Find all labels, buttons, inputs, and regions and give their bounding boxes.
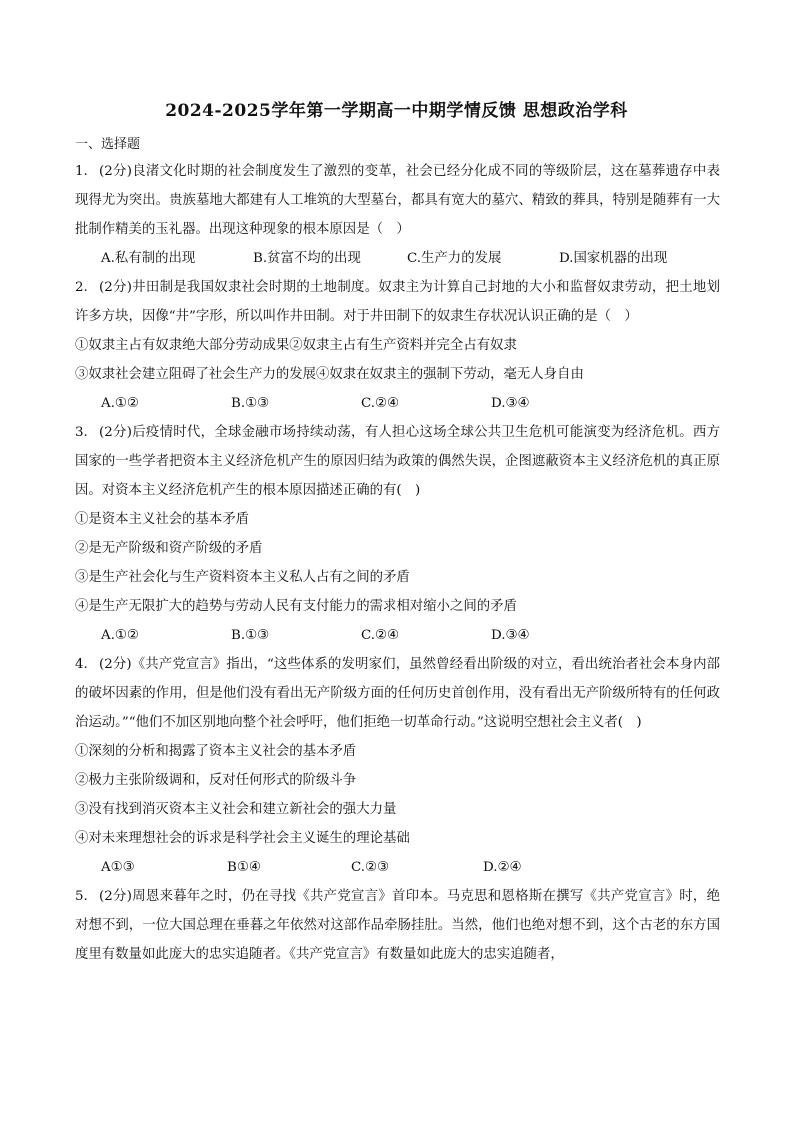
question-number: 4. [75, 657, 88, 672]
statement-option: ①奴隶主占有奴隶绝大部分劳动成果②奴隶主占有生产资料并完全占有奴隶 [75, 338, 517, 353]
question-1 [75, 157, 720, 273]
question-4 [75, 650, 720, 882]
choice-d[interactable]: D.国家机器的出现 [559, 251, 668, 266]
statement-option: ②是无产阶级和资产阶级的矛盾 [75, 541, 263, 556]
statement-option: ②极力主张阶级调和，反对任何形式的阶级斗争 [75, 773, 357, 788]
question-5 [75, 882, 720, 969]
choice-a[interactable]: A①③ [101, 860, 135, 875]
choice-d[interactable]: D.②④ [483, 860, 522, 875]
question-number: 2. [75, 280, 88, 295]
question-text: (2分)周恩来暮年之时，仍在寻找《共产党宣言》首印本。马克思和恩格斯在撰写《共产党宣言》时，绝对想不到，一位大国总理在垂暮之年依然对这部作品牵肠挂肚。当然，他们也绝对想不到，这个古老的东方国度里有数量如此庞大的忠实追随者。《共产党宣言》有数量如此庞大的忠实追随者， [75, 889, 720, 962]
question-text: (2分)《共产党宣言》指出，“这些体系的发明家们，虽然曾经看出阶级的对立，看出统治者社会本身内部的破坏因素的作用，但是他们没有看出无产阶级方面的任何历史首创作用，没有看出无产阶级所特有的任何政治运动。”“他们不加区别地向整个社会呼吁，他们拒绝一切革命行动。”这说明空想社会主义者( ) [75, 657, 720, 730]
choice-b[interactable]: B①④ [227, 860, 261, 875]
question-list [75, 157, 720, 969]
choice-b[interactable]: B.①③ [231, 396, 270, 411]
statement-option: ③奴隶社会建立阻碍了社会生产力的发展④奴隶在奴隶主的强制下劳动，毫无人身自由 [75, 367, 584, 382]
statement-option: ④是生产无限扩大的趋势与劳动人民有支付能力的需求相对缩小之间的矛盾 [75, 599, 517, 614]
answer-choices [75, 389, 720, 418]
question-number: 5. [75, 889, 88, 904]
statement-option: ①深刻的分析和揭露了资本主义社会的基本矛盾 [75, 744, 357, 759]
section-heading: 一、选择题 [75, 137, 141, 152]
choice-b[interactable]: B.贫富不均的出现 [253, 251, 361, 266]
choice-a[interactable]: A.①② [101, 628, 139, 643]
question-number: 1. [75, 164, 88, 179]
question-number: 3. [75, 425, 88, 440]
question-text: (2分)井田制是我国奴隶社会时期的土地制度。奴隶主为计算自己封地的大小和监督奴隶劳动，把土地划许多方块，因像“井”字形，所以叫作井田制。对于井田制下的奴隶生存状况认识正确的是（ ） [75, 280, 720, 324]
answer-choices [75, 853, 720, 882]
choice-a[interactable]: A.私有制的出现 [101, 251, 196, 266]
choice-b[interactable]: B.①③ [231, 628, 270, 643]
choice-d[interactable]: D.③④ [491, 396, 530, 411]
statement-option: ③没有找到消灭资本主义社会和建立新社会的强大力量 [75, 802, 397, 817]
choice-c[interactable]: C.②④ [361, 628, 400, 643]
question-text: (2分)良渚文化时期的社会制度发生了激烈的变革，社会已经分化成不同的等级阶层，这在墓葬遗存中表现得尤为突出。贵族墓地大都建有人工堆筑的大型墓台，都具有宽大的墓穴、精致的葬具，特别是随葬有一大批制作精美的玉礼器。出现这种现象的根本原因是（ ） [75, 164, 720, 237]
question-text: (2分)后疫情时代，全球金融市场持续动荡，有人担心这场全球公共卫生危机可能演变为经济危机。西方国家的一些学者把资本主义经济危机产生的原因归结为政策的偶然失误，企图遮蔽资本主义经济危机的真正原因。对资本主义经济危机产生的根本原因描述正确的有( ) [75, 425, 720, 498]
question-2 [75, 273, 720, 418]
choice-d[interactable]: D.③④ [491, 628, 530, 643]
choice-a[interactable]: A.①② [101, 396, 139, 411]
choice-c[interactable]: C.生产力的发展 [407, 251, 502, 266]
answer-choices [75, 621, 720, 650]
page-title: 2024-2025学年第一学期高一中期学情反馈 思想政治学科 [165, 101, 628, 121]
statement-option: ③是生产社会化与生产资料资本主义私人占有之间的矛盾 [75, 570, 410, 585]
question-3 [75, 418, 720, 650]
statement-option: ①是资本主义社会的基本矛盾 [75, 512, 250, 527]
statement-option: ④对未来理想社会的诉求是科学社会主义诞生的理论基础 [75, 831, 410, 846]
choice-c[interactable]: C.②④ [361, 396, 400, 411]
choice-c[interactable]: C.②③ [351, 860, 390, 875]
answer-choices [75, 244, 720, 273]
